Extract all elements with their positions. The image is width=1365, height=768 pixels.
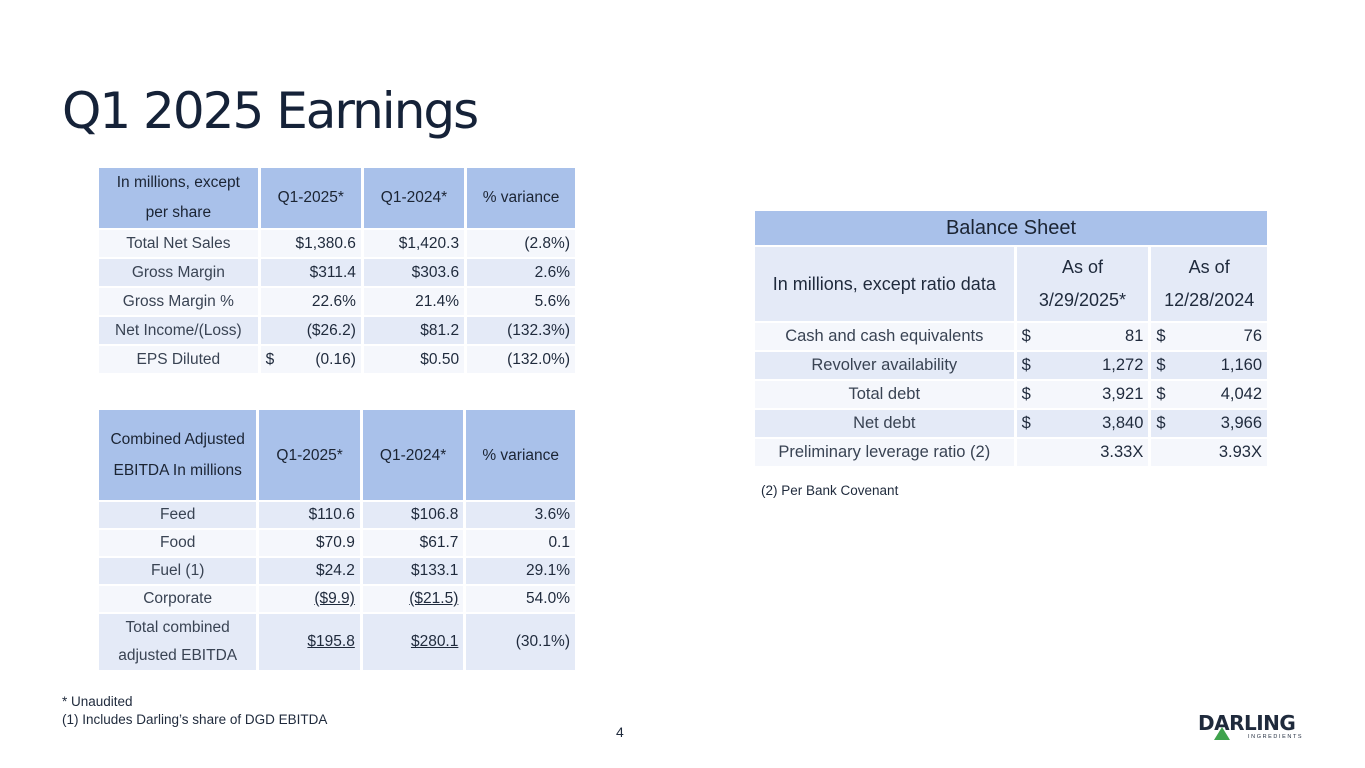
variance-value: 54.0% (466, 586, 575, 612)
value-2024: 4,042 (1220, 385, 1262, 403)
ebitda-header-q1-2024: Q1-2024* (363, 410, 464, 500)
q1-2025-value: $1,380.6 (261, 230, 361, 257)
q1-2025-value: 22.6% (261, 288, 361, 315)
balance-sheet-note: (2) Per Bank Covenant (761, 483, 899, 498)
value-2025: 3,840 (1102, 414, 1144, 432)
currency-symbol: $ (1156, 356, 1166, 374)
earnings-table (96, 166, 578, 375)
page-number: 4 (616, 724, 624, 740)
q1-2024-value: $106.8 (363, 502, 464, 528)
currency-symbol: $ (1021, 327, 1031, 345)
logo-subtitle: INGREDIENTS (1248, 734, 1304, 740)
earnings-header-variance: % variance (467, 168, 575, 228)
balance-sheet-table (752, 209, 1270, 468)
currency-symbol: $ (1021, 385, 1031, 403)
table-row (99, 614, 575, 670)
currency-symbol: $ (1021, 414, 1031, 432)
row-label: Revolver availability (755, 352, 1014, 379)
balance-sheet-title: Balance Sheet (755, 211, 1267, 245)
variance-value: (2.8%) (467, 230, 575, 257)
q1-2025-value (261, 346, 361, 373)
q1-2024-value: $1,420.3 (364, 230, 464, 257)
table-row (99, 586, 575, 612)
footnote-unaudited: * Unaudited (62, 694, 133, 709)
currency-symbol: $ (1156, 414, 1166, 432)
logo-wordmark: DARLING (1198, 711, 1296, 735)
row-label: Preliminary leverage ratio (2) (755, 439, 1014, 466)
row-label: EPS Diluted (99, 346, 258, 373)
value-2024: 76 (1243, 327, 1262, 345)
table-row (99, 558, 575, 584)
value-2025: 3.33X (1017, 439, 1149, 466)
variance-value: (30.1%) (466, 614, 575, 670)
q1-2025-value: $110.6 (259, 502, 360, 528)
variance-value: 29.1% (466, 558, 575, 584)
table-row (99, 288, 575, 315)
row-label: Total Net Sales (99, 230, 258, 257)
ebitda-header-row (99, 410, 575, 500)
earnings-header-row (99, 168, 575, 228)
q1-2024-value: $0.50 (364, 346, 464, 373)
table-row (99, 502, 575, 528)
balance-header-2025: As of 3/29/2025* (1017, 247, 1149, 321)
table-row (99, 230, 575, 257)
variance-value: 3.6% (466, 502, 575, 528)
value-2025: 81 (1125, 327, 1144, 345)
table-row (99, 346, 575, 373)
value-2025: 3,921 (1102, 385, 1144, 403)
q1-2024-value: $280.1 (410, 633, 459, 650)
balance-sheet-title-row (755, 211, 1267, 245)
table-row (755, 439, 1267, 466)
ebitda-table (96, 408, 578, 672)
variance-value: 5.6% (467, 288, 575, 315)
logo-triangle-icon (1214, 727, 1230, 740)
ebitda-header-variance: % variance (466, 410, 575, 500)
q1-2024-value: $133.1 (363, 558, 464, 584)
value-2024: 3,966 (1220, 414, 1262, 432)
balance-sheet-header-row (755, 247, 1267, 321)
earnings-header-q1-2025: Q1-2025* (261, 168, 361, 228)
table-row (99, 317, 575, 344)
row-label: Feed (99, 502, 256, 528)
q1-2024-value: $303.6 (364, 259, 464, 286)
q1-2025-value: $311.4 (261, 259, 361, 286)
company-logo (1198, 711, 1310, 741)
row-label: Fuel (1) (99, 558, 256, 584)
row-label: Total debt (755, 381, 1014, 408)
q1-2025-value: $195.8 (307, 633, 355, 650)
footnote-dgd: (1) Includes Darling’s share of DGD EBITDA (62, 712, 328, 727)
q1-2024-value: ($21.5) (409, 590, 459, 607)
table-row (755, 352, 1267, 379)
ebitda-header-q1-2025: Q1-2025* (259, 410, 360, 500)
variance-value: (132.3%) (467, 317, 575, 344)
q1-2024-value: $61.7 (363, 530, 464, 556)
row-label: Food (99, 530, 256, 556)
value: (0.16) (315, 350, 356, 368)
row-label: Gross Margin % (99, 288, 258, 315)
q1-2024-value: $81.2 (364, 317, 464, 344)
row-label: Gross Margin (99, 259, 258, 286)
value-2024: 1,160 (1220, 356, 1262, 374)
table-row (99, 530, 575, 556)
ebitda-header-label: Combined Adjusted EBITDA In millions (99, 410, 256, 500)
value-2025: 1,272 (1102, 356, 1144, 374)
page-title: Q1 2025 Earnings (62, 82, 478, 140)
table-row (755, 381, 1267, 408)
row-label: Total combined adjusted EBITDA (99, 614, 256, 670)
currency-symbol: $ (1156, 385, 1166, 403)
q1-2025-value: $70.9 (259, 530, 360, 556)
balance-header-label: In millions, except ratio data (755, 247, 1014, 321)
q1-2025-value: ($26.2) (261, 317, 361, 344)
q1-2025-value: $24.2 (259, 558, 360, 584)
variance-value: 2.6% (467, 259, 575, 286)
row-label: Net debt (755, 410, 1014, 437)
currency-symbol: $ (265, 350, 275, 368)
currency-symbol: $ (1021, 356, 1031, 374)
table-row (99, 259, 575, 286)
q1-2024-value: 21.4% (364, 288, 464, 315)
value-2024: 3.93X (1151, 439, 1267, 466)
variance-value: (132.0%) (467, 346, 575, 373)
balance-header-2024: As of 12/28/2024 (1151, 247, 1267, 321)
earnings-header-q1-2024: Q1-2024* (364, 168, 464, 228)
currency-symbol: $ (1156, 327, 1166, 345)
row-label: Cash and cash equivalents (755, 323, 1014, 350)
table-row (755, 410, 1267, 437)
earnings-header-label: In millions, except per share (99, 168, 258, 228)
row-label: Net Income/(Loss) (99, 317, 258, 344)
variance-value: 0.1 (466, 530, 575, 556)
table-row (755, 323, 1267, 350)
q1-2025-value: ($9.9) (314, 590, 355, 607)
row-label: Corporate (99, 586, 256, 612)
